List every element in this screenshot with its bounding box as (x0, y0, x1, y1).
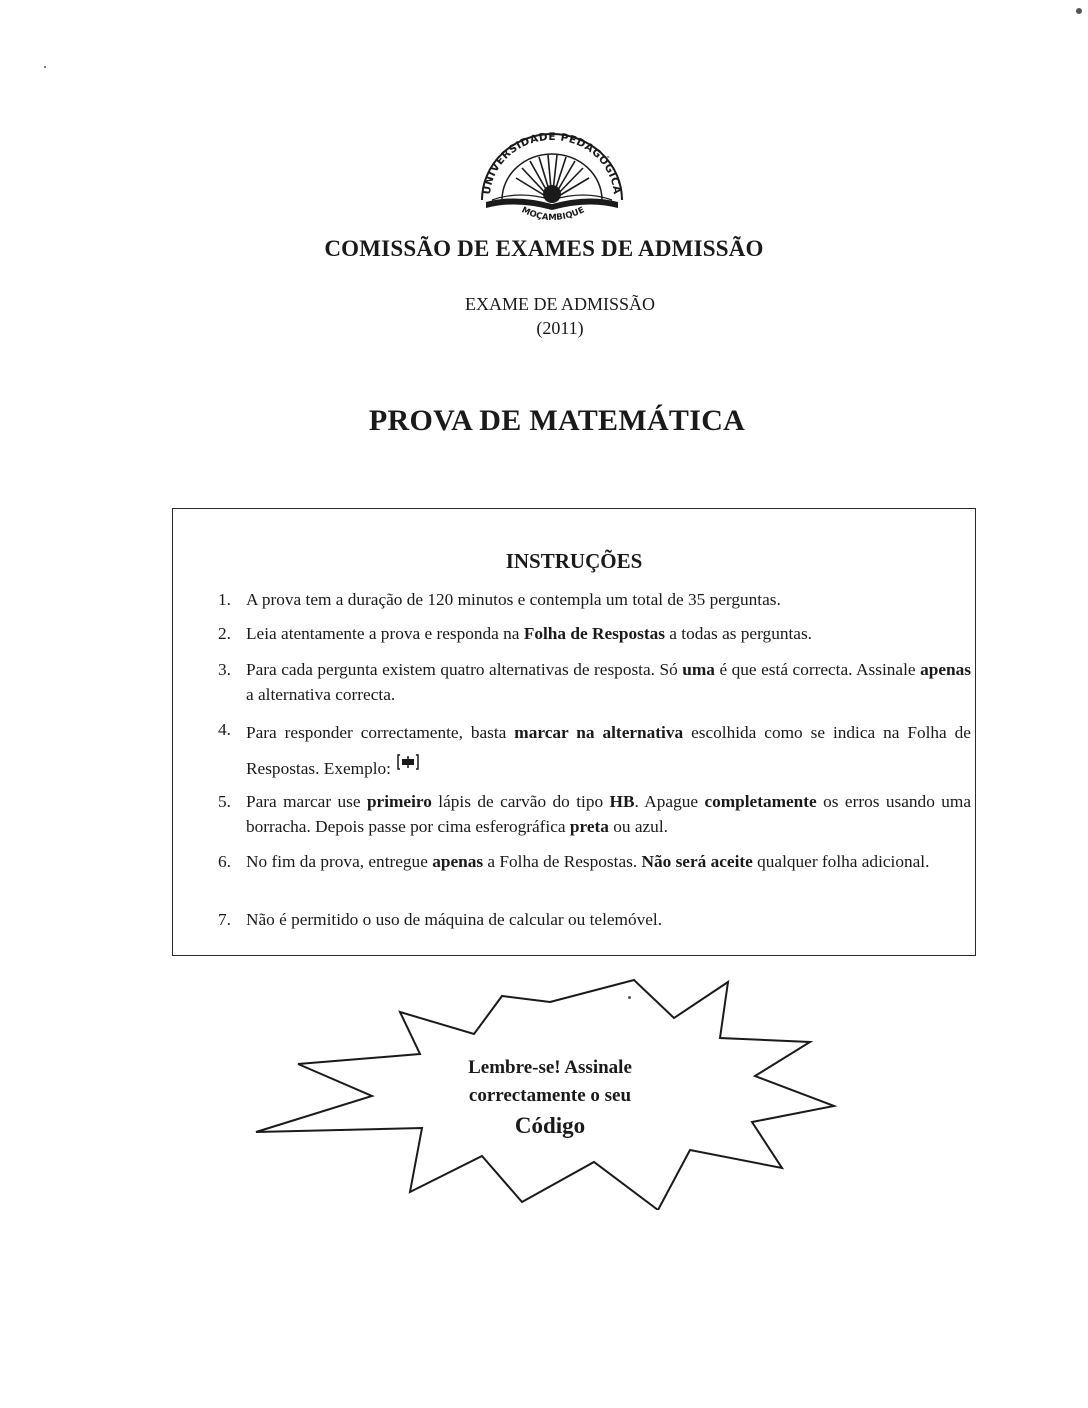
seal-arc-text: UNIVERSIDADE PEDAGÓGICA (480, 130, 623, 196)
instruction-text: Leia atentamente a prova e responda na Folha de Respostas a todas as perguntas. (246, 624, 812, 643)
scan-speck (44, 66, 46, 68)
exam-title: EXAME DE ADMISSÃO (464, 294, 655, 314)
reminder-text (420, 1054, 680, 1142)
reminder-line-1: Lembre-se! Assinale (468, 1057, 632, 1078)
instructions-title: INSTRUÇÕES (505, 549, 643, 573)
scan-speck (1076, 8, 1082, 14)
instruction-number: 4. (218, 720, 231, 739)
instruction-text: Para marcar use primeiro lápis de carvão do tipo HB. Apague completamente os erros usando uma borracha. Depois passe por cima esferográfica preta ou azul. (246, 792, 972, 836)
subject-title: PROVA DE MATEMÁTICA (368, 404, 746, 437)
seal-bottom-text: MOÇAMBIQUE (519, 205, 587, 224)
instruction-number: 7. (218, 910, 231, 929)
instruction-number: 5. (218, 792, 231, 811)
committee-title: COMISSÃO DE EXAMES DE ADMISSÃO (324, 236, 764, 261)
instruction-text: No fim da prova, entregue apenas a Folha de Respostas. Não será aceite qualquer folha adicional. (246, 852, 930, 871)
reminder-line-2: correctamente o seu (468, 1085, 632, 1106)
instruction-number: 6. (218, 852, 231, 871)
instruction-text: Para responder correctamente, basta marcar na alternativa escolhida como se indica na Folha de Respostas. Exemplo: (246, 723, 971, 778)
instructions-box (172, 508, 976, 956)
reminder-line-3: Código (514, 1113, 586, 1138)
exam-heading (0, 292, 1088, 340)
instruction-text: Não é permitido o uso de máquina de calcular ou telemóvel. (246, 910, 663, 929)
instruction-number: 1. (218, 590, 231, 609)
scan-speck (628, 996, 631, 999)
marked-answer-example-icon (397, 749, 419, 765)
instruction-number: 2. (218, 624, 231, 643)
instruction-text: A prova tem a duração de 120 minutos e contempla um total de 35 perguntas. (246, 590, 781, 609)
instruction-text: Para cada pergunta existem quatro alternativas de resposta. Só uma é que está correcta. Assinale apenas a alternativa correcta. (246, 660, 971, 704)
instruction-number: 3. (218, 660, 231, 679)
university-seal-logo (476, 128, 628, 230)
exam-year: (2011) (536, 318, 584, 338)
